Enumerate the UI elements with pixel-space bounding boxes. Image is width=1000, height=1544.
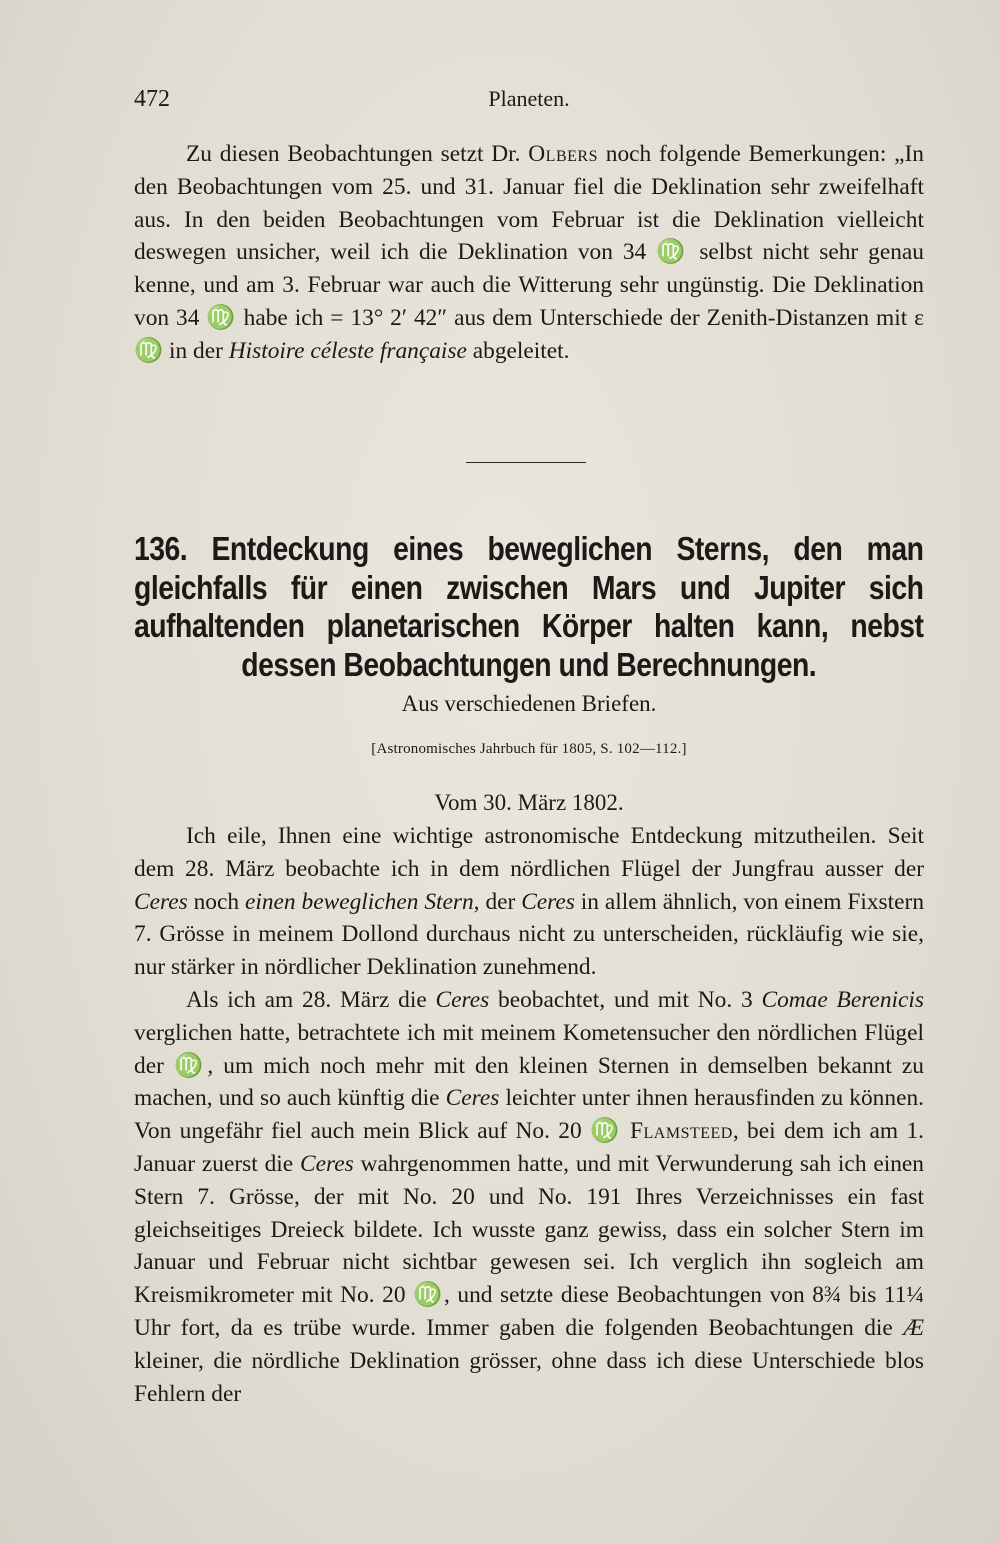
source-reference: [Astronomisches Jahrbuch für 1805, S. 102—112.] [371, 741, 687, 757]
section-heading: 136. Entdeckung eines beweglichen Sterns, den man gleichfalls für einen zwischen Mars und Jupiter sich aufhaltenden planetarischen Körper halten kann, nebst dessen Beobachtungen und Berechnungen. [134, 530, 924, 683]
intro-paragraph: Zu diesen Beobachtungen setzt Dr. Olbers noch folgende Bemerkungen: „In den Beobachtungen vom 25. und 31. Januar fiel die Deklination sehr zweifelhaft aus. In den beiden Beobachtungen vom Februar ist die Deklination vielleicht deswegen unsicher, weil ich die Deklination von 34 ♍ selbst nicht sehr genau kenne, und am 3. Februar war auch die Witterung sehr ungünstig. Die Deklination von 34 ♍ habe ich = 13° 2′ 42″ aus dem Unterschiede der Zenith-Distanzen mit ε ♍ in der Histoire céleste française abgeleitet. [134, 141, 924, 364]
work-title: Histoire céleste française [228, 337, 467, 364]
author-olbers: Olbers [528, 141, 598, 167]
letter-text [134, 820, 924, 1410]
page-header [134, 86, 924, 122]
author-flamsteed: Flamsteed [630, 1118, 733, 1145]
right-ascension-symbol: Æ [903, 1314, 924, 1341]
running-head: Planeten. [488, 86, 570, 111]
letter-paragraph-2: Als ich am 28. März die Ceres beobachtet, und mit No. 3 Comae Berenicis verglichen hatte, betrachtete ich mit meinem Kometensucher den nördlichen Flügel der ♍, um mich noch mehr mit den kleinen Sternen in demselben bekannt zu machen, und so auch künftig die Ceres leichter unter ihnen herausfinden zu können. Von ungefähr fiel auch mein Blick auf No. 20 ♍ Flamsteed, bei dem ich am 1. Januar zuerst die Ceres wahrgenommen hatte, und mit Verwunderung sah ich einen Stern 7. Grösse, der mit No. 20 und No. 191 Ihres Verzeichnisses ein fast gleichseitiges Dreieck bildete. Ich wusste ganz gewiss, dass ein solcher Stern im Januar und Februar nicht sichtbar gewesen sei. Ich verglich ihn sogleich am Kreismikrometer mit No. 20 ♍, und setzte diese Beobachtungen von 8¾ bis 11¼ Uhr fort, da es trübe wurde. Immer gaben die folgenden Beobachtungen die Æ kleiner, die nördliche Deklination grösser, ohne dass ich diese Unterschiede blos Fehlern der [134, 986, 925, 1407]
letter-date: Vom 30. März 1802. [434, 790, 624, 815]
section-subheading: Aus verschiedenen Briefen. [401, 691, 657, 716]
letter-paragraph-1: Ich eile, Ihnen eine wichtige astronomische Entdeckung mitzutheilen. Seit dem 28. März beobachte ich in dem nördlichen Flügel der Jungfrau ausser der Ceres noch einen beweglichen Stern, der Ceres in allem ähnlich, von einem Fixstern 7. Grösse in meinem Dollond durchaus nicht zu unterscheiden, rückläufig wie sie, nur stärker in nördlicher Deklination zunehmend. [134, 823, 925, 981]
intro-text [134, 138, 924, 368]
page-number: 472 [134, 86, 170, 112]
section-divider [466, 462, 586, 463]
